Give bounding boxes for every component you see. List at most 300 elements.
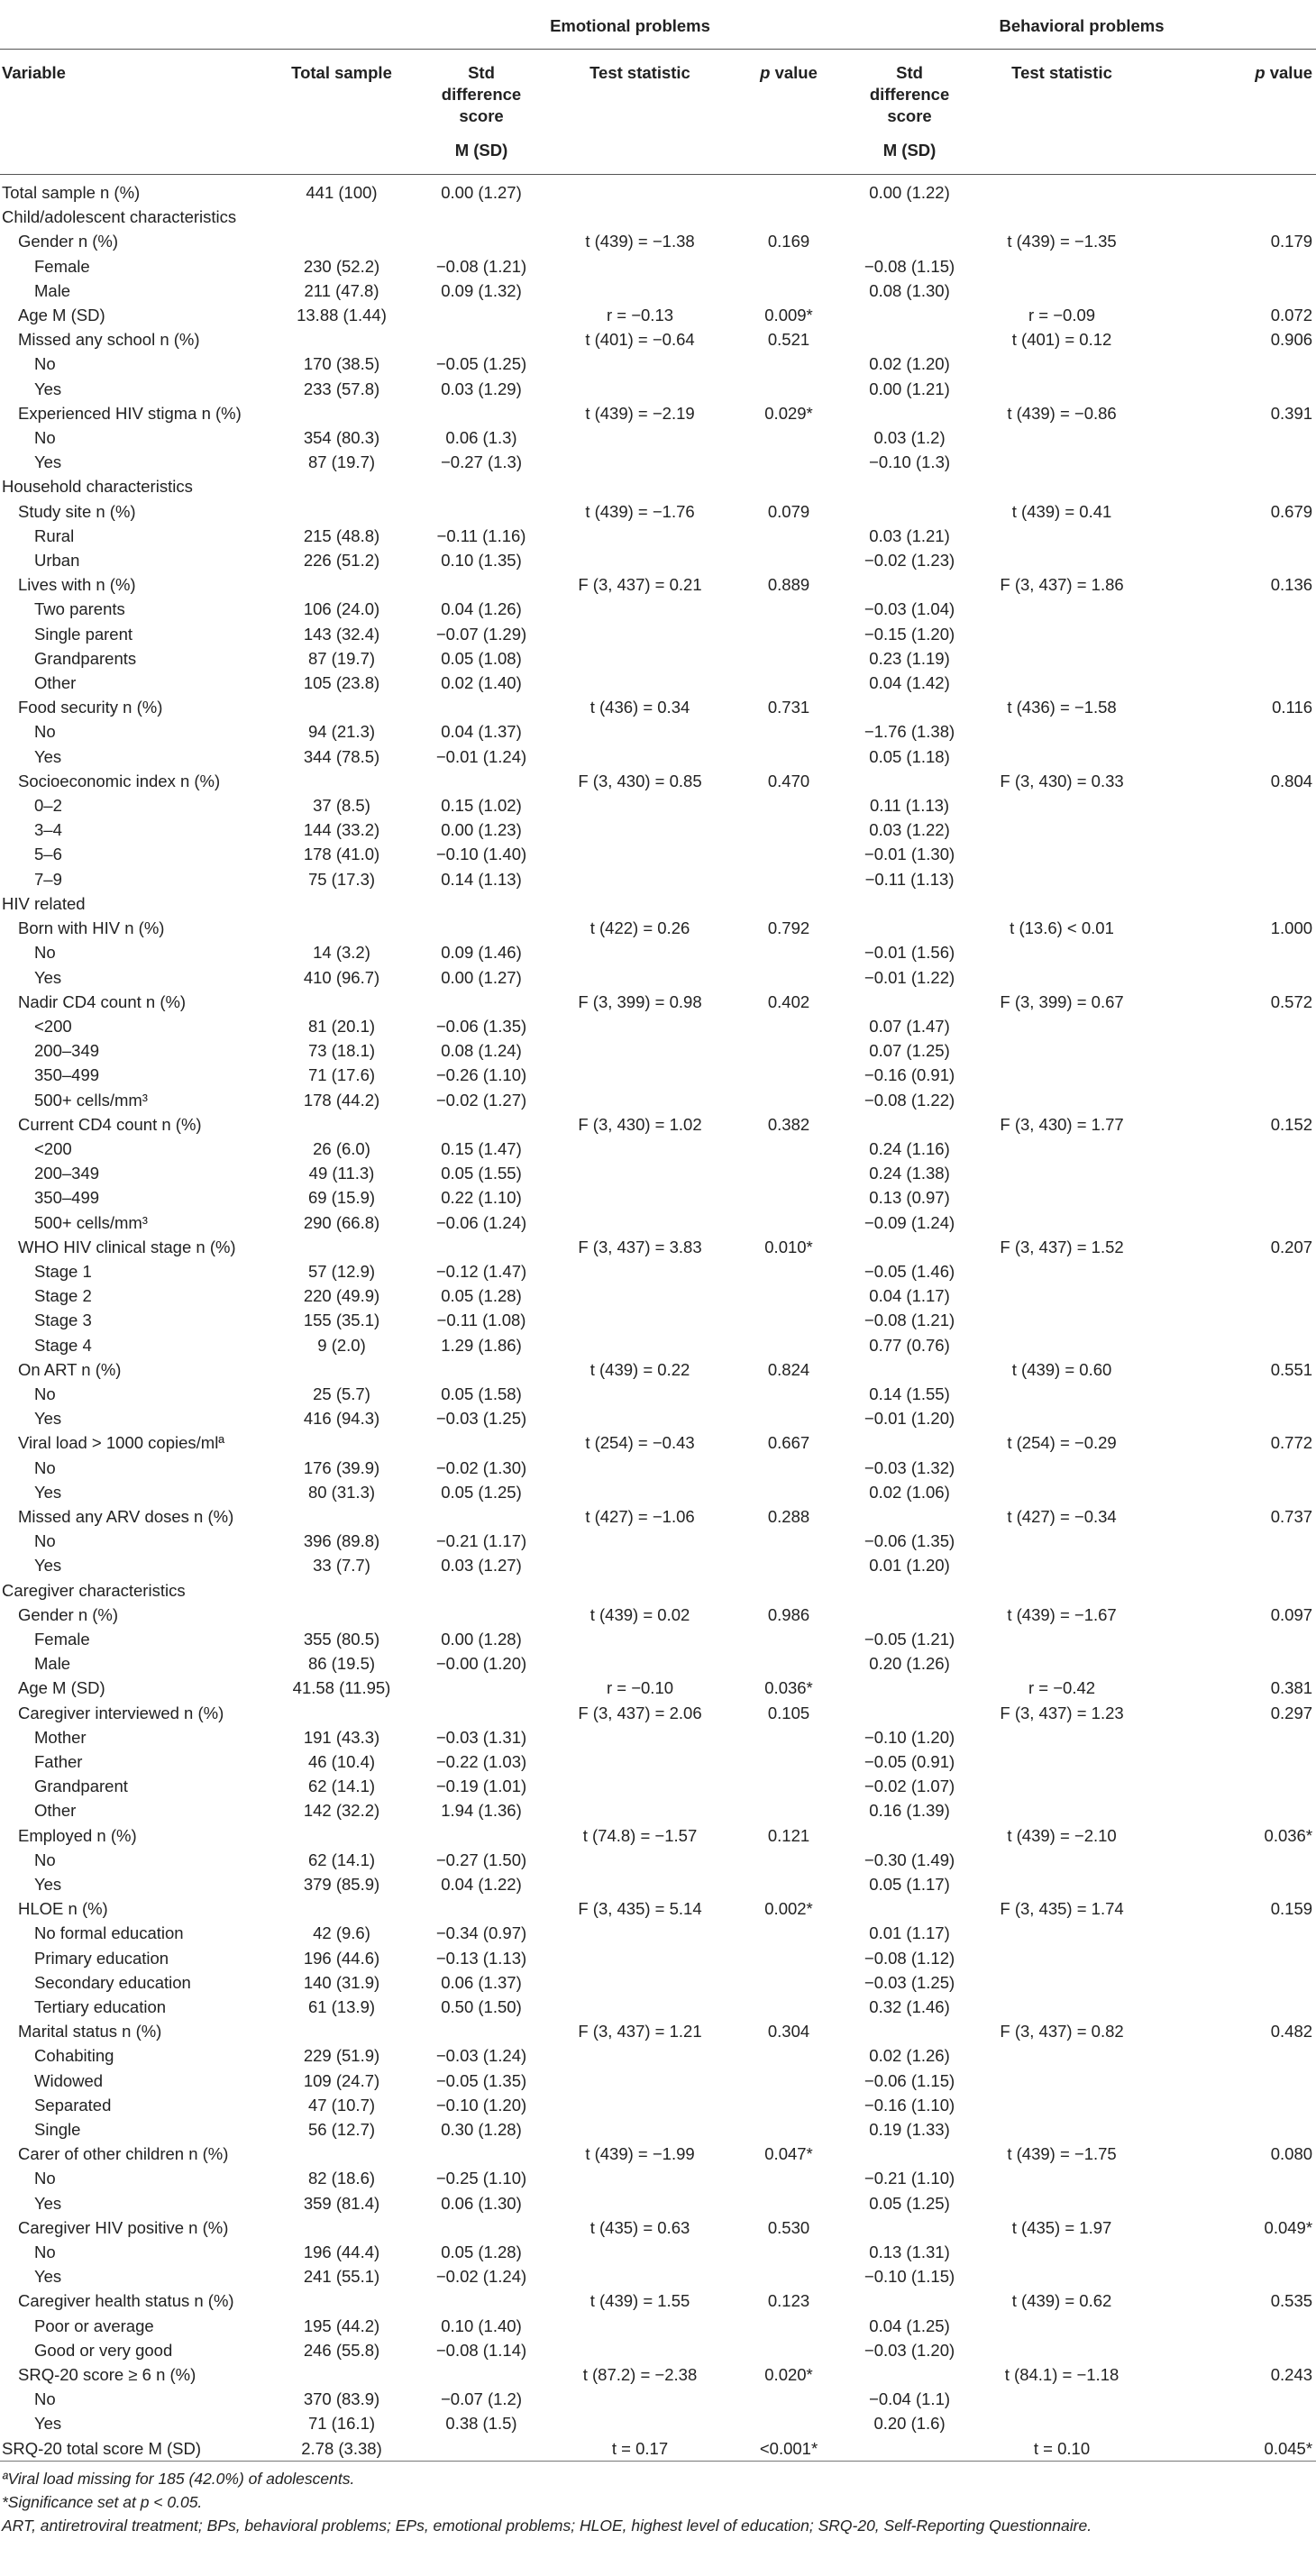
cell-bp-p: 0.072 <box>1270 306 1313 325</box>
cell-bp-p <box>1152 524 1316 548</box>
cell-ep-p <box>730 2117 847 2142</box>
cell-ep-p <box>730 867 847 891</box>
cell-bp-p <box>1152 254 1316 279</box>
cell-variable: Cohabiting <box>34 2046 114 2066</box>
cell-variable: Stage 4 <box>34 1335 92 1355</box>
cell-variable: WHO HIV clinical stage n (%) <box>18 1237 236 1256</box>
cell-ep-test <box>550 2387 730 2411</box>
cell-ep-test <box>550 1333 730 1357</box>
cell-ep-test <box>550 1406 730 1430</box>
table-row <box>0 2191 1316 2215</box>
cell-bp-test <box>972 2411 1152 2435</box>
cell-total: 355 (80.5) <box>303 1629 380 1649</box>
cell-bp-test <box>972 1038 1152 1063</box>
cell-bp-p <box>1152 818 1316 842</box>
cell-bp-p <box>1152 2314 1316 2338</box>
cell-variable: 500+ cells/mm³ <box>34 1090 148 1110</box>
cell-ep-test: F (3, 430) = 1.02 <box>578 1114 702 1134</box>
cell-bp-test <box>972 1088 1152 1112</box>
cell-bp-test <box>972 867 1152 891</box>
cell-total: 26 (6.0) <box>313 1138 370 1158</box>
cell-bp-test <box>972 1382 1152 1406</box>
table-row <box>0 2069 1316 2093</box>
cell-ep-std: −0.11 (1.08) <box>436 1311 526 1330</box>
cell-bp-test <box>972 622 1152 646</box>
cell-ep-p: <0.001* <box>759 2438 818 2458</box>
cell-bp-p <box>1152 279 1316 303</box>
cell-bp-std: −1.76 (1.38) <box>864 722 955 742</box>
cell-bp-test <box>972 2387 1152 2411</box>
cell-ep-p <box>730 1946 847 1970</box>
table-row <box>0 377 1316 401</box>
cell-bp-test <box>972 254 1152 279</box>
cell-variable: Other <box>34 1801 77 1821</box>
table-row <box>0 719 1316 744</box>
cell-ep-std <box>413 2215 550 2240</box>
group-header-behavioral: Behavioral problems <box>999 16 1165 36</box>
cell-total: 416 (94.3) <box>303 1409 380 1429</box>
cell-ep-test <box>550 1872 730 1896</box>
cell-bp-test <box>972 1749 1152 1774</box>
cell-total: 105 (23.8) <box>303 673 380 693</box>
cell-ep-test <box>550 1283 730 1308</box>
table-row <box>0 1774 1316 1798</box>
header-spacer <box>0 127 270 175</box>
cell-ep-std: 0.00 (1.28) <box>441 1629 522 1649</box>
cell-bp-std <box>847 2019 972 2043</box>
cell-bp-p <box>1152 1038 1316 1063</box>
cell-total <box>270 1504 413 1529</box>
cell-variable: Lives with n (%) <box>18 575 136 595</box>
cell-bp-p <box>1152 1161 1316 1185</box>
cell-variable: Yes <box>34 746 62 766</box>
cell-total: 215 (48.8) <box>303 525 380 545</box>
cell-ep-std: −0.21 (1.17) <box>435 1531 527 1551</box>
cell-bp-std: 0.20 (1.26) <box>869 1654 950 1674</box>
cell-variable: 350–499 <box>34 1188 100 1208</box>
cell-bp-std: 0.02 (1.06) <box>869 1482 950 1502</box>
cell-variable: Yes <box>34 1875 62 1895</box>
cell-variable: Female <box>34 256 90 276</box>
cell-ep-std <box>413 1504 550 1529</box>
cell-ep-test <box>550 474 730 498</box>
cell-bp-std: 0.13 (1.31) <box>869 2243 950 2262</box>
cell-bp-p <box>1152 622 1316 646</box>
cell-ep-std <box>413 990 550 1014</box>
cell-ep-test <box>550 1921 730 1945</box>
cell-variable: Employed n (%) <box>18 1825 137 1845</box>
cell-ep-std <box>413 891 550 916</box>
cell-ep-test <box>550 1259 730 1283</box>
cell-total: 62 (14.1) <box>307 1850 376 1869</box>
cell-total <box>270 401 413 425</box>
cell-bp-std: 0.23 (1.19) <box>869 648 950 668</box>
cell-bp-std: −0.10 (1.3) <box>869 452 951 472</box>
cell-bp-p <box>1152 2191 1316 2215</box>
cell-bp-std <box>847 1896 972 1921</box>
cell-bp-test <box>972 474 1152 498</box>
cell-ep-std <box>413 695 550 719</box>
cell-bp-test <box>972 1921 1152 1945</box>
cell-total: 396 (89.8) <box>303 1531 380 1551</box>
cell-total: 2.78 (3.38) <box>301 2438 382 2458</box>
header-spacer <box>0 0 270 50</box>
cell-variable: Missed any school n (%) <box>18 330 200 350</box>
cell-bp-p <box>1152 597 1316 621</box>
cell-variable: Caregiver health status n (%) <box>18 2291 234 2311</box>
cell-ep-std <box>413 2362 550 2387</box>
cell-bp-p: 0.243 <box>1270 2365 1313 2385</box>
cell-bp-test <box>972 205 1152 229</box>
cell-bp-std: −0.16 (1.10) <box>864 2095 955 2115</box>
col-header-ep-p: p value <box>760 63 818 82</box>
cell-ep-test: t (439) = 0.22 <box>589 1359 690 1379</box>
cell-bp-p <box>1152 548 1316 572</box>
cell-total <box>270 2362 413 2387</box>
cell-ep-test <box>550 1651 730 1676</box>
cell-ep-test: t (439) = 0.02 <box>589 1604 690 1624</box>
cell-variable: Two parents <box>34 599 125 619</box>
cell-ep-test <box>550 940 730 964</box>
cell-bp-test <box>972 719 1152 744</box>
table-row <box>0 1921 1316 1945</box>
cell-ep-p <box>730 744 847 769</box>
cell-variable: 7–9 <box>34 869 62 889</box>
cell-ep-std: 0.05 (1.55) <box>441 1164 522 1183</box>
cell-ep-test <box>550 1456 730 1480</box>
cell-bp-std: −0.05 (1.46) <box>864 1261 955 1281</box>
table-row <box>0 1627 1316 1651</box>
cell-bp-std <box>847 474 972 498</box>
cell-ep-test <box>550 425 730 450</box>
table-row <box>0 1848 1316 1872</box>
cell-variable: 3–4 <box>34 820 62 840</box>
cell-bp-std: 0.02 (1.20) <box>869 354 950 374</box>
cell-ep-p <box>730 818 847 842</box>
cell-ep-std <box>413 474 550 498</box>
table-row <box>0 1382 1316 1406</box>
cell-ep-test: t (439) = −1.99 <box>585 2144 695 2164</box>
cell-total: 9 (2.0) <box>317 1335 366 1355</box>
cell-ep-test <box>550 1014 730 1038</box>
cell-ep-std <box>413 1112 550 1137</box>
cell-ep-std <box>413 2288 550 2313</box>
cell-variable: Separated <box>34 2095 112 2115</box>
cell-bp-p <box>1152 1185 1316 1210</box>
cell-bp-std: 0.32 (1.46) <box>869 1997 950 2017</box>
cell-bp-test <box>972 671 1152 695</box>
cell-bp-test <box>972 1259 1152 1283</box>
cell-variable: HLOE n (%) <box>18 1899 108 1919</box>
cell-ep-p <box>730 1382 847 1406</box>
cell-total <box>270 1823 413 1848</box>
cell-ep-p <box>730 352 847 376</box>
cell-ep-test: t (427) = −1.06 <box>585 1506 695 1526</box>
table-row <box>0 1749 1316 1774</box>
cell-ep-test: t (74.8) = −1.57 <box>582 1825 698 1845</box>
cell-total: 13.88 (1.44) <box>297 306 387 325</box>
cell-total: 196 (44.4) <box>303 2243 380 2262</box>
cell-ep-std: −0.02 (1.30) <box>435 1457 527 1477</box>
cell-bp-test <box>972 450 1152 474</box>
cell-variable: SRQ-20 total score M (SD) <box>2 2438 202 2458</box>
cell-ep-test <box>550 1063 730 1087</box>
cell-bp-test <box>972 1480 1152 1504</box>
cell-ep-test <box>550 1553 730 1577</box>
cell-bp-std: −0.06 (1.15) <box>864 2070 955 2090</box>
cell-total: 62 (14.1) <box>307 1777 376 1796</box>
cell-bp-test <box>972 1529 1152 1553</box>
cell-bp-std: −0.03 (1.04) <box>864 599 955 619</box>
cell-bp-p <box>1152 1088 1316 1112</box>
cell-variable: Grandparents <box>34 648 137 668</box>
cell-total <box>270 2019 413 2043</box>
cell-variable: SRQ-20 score ≥ 6 n (%) <box>18 2365 196 2385</box>
cell-ep-std <box>413 769 550 793</box>
table-body <box>0 175 1316 2462</box>
cell-variable: Carer of other children n (%) <box>18 2144 229 2164</box>
cell-ep-std <box>413 1896 550 1921</box>
cell-ep-std: −0.06 (1.35) <box>435 1016 527 1036</box>
cell-total <box>270 572 413 597</box>
cell-variable: Caregiver HIV positive n (%) <box>18 2217 229 2237</box>
cell-ep-p <box>730 1774 847 1798</box>
cell-variable: Primary education <box>34 1948 169 1968</box>
cell-bp-std: −0.02 (1.23) <box>864 551 955 571</box>
table-row <box>0 327 1316 352</box>
cell-bp-std <box>847 2436 972 2462</box>
cell-total: 47 (10.7) <box>307 2095 376 2115</box>
cell-bp-p <box>1152 1308 1316 1332</box>
cell-bp-test: t (427) = −0.34 <box>1007 1506 1117 1526</box>
cell-ep-std: −0.05 (1.35) <box>435 2070 527 2090</box>
cell-bp-test <box>972 2338 1152 2362</box>
cell-ep-std: 0.03 (1.27) <box>441 1556 522 1576</box>
table-row <box>0 1283 1316 1308</box>
cell-ep-test <box>550 2314 730 2338</box>
cell-ep-std: 0.10 (1.35) <box>441 551 522 571</box>
cell-total: 106 (24.0) <box>303 599 380 619</box>
cell-bp-test <box>972 744 1152 769</box>
cell-ep-std: 1.29 (1.86) <box>441 1335 522 1355</box>
cell-bp-test: F (3, 430) = 0.33 <box>1000 771 1124 790</box>
cell-bp-test <box>972 1725 1152 1749</box>
footnote-line: ART, antiretroviral treatment; BPs, behavioral problems; EPs, emotional problems; HLOE, highest level of education; SRQ-20, Self-Reporting Questionnaire. <box>2 2516 1092 2535</box>
table-row <box>0 990 1316 1014</box>
cell-bp-test <box>972 1848 1152 1872</box>
cell-ep-test <box>550 1627 730 1651</box>
cell-bp-p: 0.179 <box>1270 232 1313 251</box>
table-row <box>0 1112 1316 1137</box>
cell-variable: Socioeconomic index n (%) <box>18 771 221 790</box>
table-row <box>0 867 1316 891</box>
col-header-ep-test: Test statistic <box>589 63 690 82</box>
cell-bp-test: t (13.6) < 0.01 <box>1010 918 1114 938</box>
footnote-line: *Significance set at p < 0.05. <box>2 2492 203 2511</box>
cell-variable: Secondary education <box>34 1972 191 1992</box>
cell-bp-test: t (439) = 0.60 <box>1011 1359 1112 1379</box>
cell-ep-std <box>413 229 550 253</box>
cell-bp-std: −0.04 (1.1) <box>869 2389 951 2409</box>
cell-bp-p <box>1152 175 1316 206</box>
cell-bp-p <box>1152 425 1316 450</box>
cell-ep-p: 0.029* <box>764 403 813 423</box>
cell-ep-std <box>413 205 550 229</box>
cell-ep-p <box>730 1798 847 1822</box>
cell-total: 211 (47.8) <box>304 280 379 300</box>
msd-label-bp: M (SD) <box>882 141 937 160</box>
cell-total: 42 (9.6) <box>313 1923 370 1943</box>
cell-bp-test <box>972 2069 1152 2093</box>
cell-ep-std <box>413 2142 550 2166</box>
cell-ep-p <box>730 377 847 401</box>
cell-total: 75 (17.3) <box>307 869 376 889</box>
table-row <box>0 1210 1316 1235</box>
cell-bp-test: r = −0.42 <box>1028 1678 1096 1698</box>
table-row <box>0 1259 1316 1283</box>
header-spacer <box>270 127 413 175</box>
cell-ep-p <box>730 2411 847 2435</box>
cell-total: 410 (96.7) <box>303 967 380 987</box>
cell-ep-std <box>413 572 550 597</box>
table-row <box>0 254 1316 279</box>
cell-variable: Stage 1 <box>34 1261 92 1281</box>
cell-variable: Single <box>34 2120 81 2140</box>
cell-ep-test <box>550 1995 730 2019</box>
cell-bp-p <box>1152 2338 1316 2362</box>
cell-total: 80 (31.3) <box>307 1482 376 1502</box>
cell-ep-test: t (436) = 0.34 <box>589 698 690 717</box>
cell-bp-test <box>972 1406 1152 1430</box>
cell-bp-p <box>1152 867 1316 891</box>
cell-bp-std: 0.00 (1.22) <box>869 183 950 202</box>
cell-ep-std: −0.08 (1.14) <box>435 2340 527 2360</box>
table-row <box>0 548 1316 572</box>
cell-bp-test <box>972 1210 1152 1235</box>
cell-bp-p <box>1152 1995 1316 2019</box>
cell-bp-p <box>1152 1456 1316 1480</box>
cell-variable: No <box>34 2169 56 2188</box>
cell-variable: Caregiver interviewed n (%) <box>18 1703 224 1722</box>
table-row <box>0 695 1316 719</box>
cell-bp-std <box>847 916 972 940</box>
cell-ep-test <box>550 254 730 279</box>
cell-bp-test <box>972 1161 1152 1185</box>
cell-total: 230 (52.2) <box>303 256 380 276</box>
cell-ep-p <box>730 1529 847 1553</box>
cell-bp-p <box>1152 744 1316 769</box>
cell-bp-test: t (439) = −1.67 <box>1007 1604 1117 1624</box>
table-row <box>0 1014 1316 1038</box>
header-spacer <box>1152 127 1316 175</box>
table-row <box>0 1970 1316 1995</box>
cell-ep-p <box>730 1651 847 1676</box>
cell-total: 233 (57.8) <box>303 379 380 398</box>
cell-ep-p: 0.009* <box>764 306 813 325</box>
cell-ep-p <box>730 1137 847 1161</box>
cell-total: 73 (18.1) <box>307 1041 376 1061</box>
table-row <box>0 2411 1316 2435</box>
table-row <box>0 1872 1316 1896</box>
cell-variable: No <box>34 1384 56 1403</box>
cell-ep-test: F (3, 430) = 0.85 <box>578 771 702 790</box>
cell-bp-test <box>972 842 1152 866</box>
cell-total: 61 (13.9) <box>307 1997 376 2017</box>
table-row <box>0 1088 1316 1112</box>
cell-bp-std: 0.02 (1.26) <box>869 2046 950 2066</box>
cell-bp-std: 0.05 (1.18) <box>869 746 950 766</box>
cell-ep-p <box>730 450 847 474</box>
cell-bp-p <box>1152 1210 1316 1235</box>
cell-bp-test <box>972 1774 1152 1798</box>
cell-bp-test <box>972 175 1152 206</box>
cell-ep-std: −0.13 (1.13) <box>435 1948 527 1968</box>
cell-total: 142 (32.2) <box>303 1801 380 1821</box>
cell-variable: Rural <box>34 525 75 545</box>
cell-variable: HIV related <box>2 893 86 913</box>
cell-variable: 200–349 <box>34 1164 100 1183</box>
cell-bp-std <box>847 891 972 916</box>
cell-bp-std: 0.05 (1.17) <box>869 1875 950 1895</box>
cell-ep-test: r = −0.10 <box>606 1678 674 1698</box>
table-row <box>0 401 1316 425</box>
table-row <box>0 474 1316 498</box>
cell-ep-p <box>730 1627 847 1651</box>
cell-bp-std: −0.08 (1.21) <box>864 1311 955 1330</box>
cell-total: 370 (83.9) <box>303 2389 380 2409</box>
cell-total: 41.58 (11.95) <box>292 1678 391 1698</box>
cell-bp-p: 0.391 <box>1270 403 1313 423</box>
cell-total: 87 (19.7) <box>307 452 376 472</box>
cell-ep-p <box>730 1161 847 1185</box>
cell-ep-p <box>730 1406 847 1430</box>
cell-bp-std <box>847 303 972 327</box>
cell-bp-test <box>972 818 1152 842</box>
table-row <box>0 499 1316 524</box>
cell-bp-std: 0.04 (1.42) <box>869 673 950 693</box>
cell-variable: Yes <box>34 967 62 987</box>
cell-variable: Yes <box>34 379 62 398</box>
cell-ep-std: 0.05 (1.58) <box>441 1384 522 1403</box>
cell-total: 229 (51.9) <box>303 2046 380 2066</box>
cell-variable: Yes <box>34 2267 62 2287</box>
cell-bp-test <box>972 548 1152 572</box>
cell-ep-test <box>550 1578 730 1603</box>
cell-bp-p: 0.080 <box>1270 2144 1313 2164</box>
cell-bp-test: t (439) = −1.35 <box>1007 232 1117 251</box>
cell-bp-p: 0.036* <box>1264 1825 1313 1845</box>
cell-ep-test: t (401) = −0.64 <box>585 330 695 350</box>
cell-bp-test: F (3, 435) = 1.74 <box>1000 1899 1124 1919</box>
cell-total: 155 (35.1) <box>303 1311 380 1330</box>
cell-variable: Tertiary education <box>34 1997 167 2017</box>
cell-bp-p <box>1152 1970 1316 1995</box>
group-header-emotional: Emotional problems <box>550 16 710 36</box>
cell-bp-std: 0.07 (1.47) <box>869 1016 950 1036</box>
cell-bp-test: t (401) = 0.12 <box>1011 330 1112 350</box>
cell-variable: 200–349 <box>34 1041 100 1061</box>
cell-total <box>270 769 413 793</box>
cell-variable: Yes <box>34 452 62 472</box>
table-row <box>0 2019 1316 2043</box>
cell-ep-test <box>550 965 730 990</box>
cell-bp-p <box>1152 1480 1316 1504</box>
cell-ep-std: 0.05 (1.25) <box>441 1482 522 1502</box>
cell-ep-p <box>730 1848 847 1872</box>
cell-ep-p <box>730 891 847 916</box>
cell-bp-test <box>972 1798 1152 1822</box>
cell-ep-std: 0.00 (1.23) <box>441 820 522 840</box>
